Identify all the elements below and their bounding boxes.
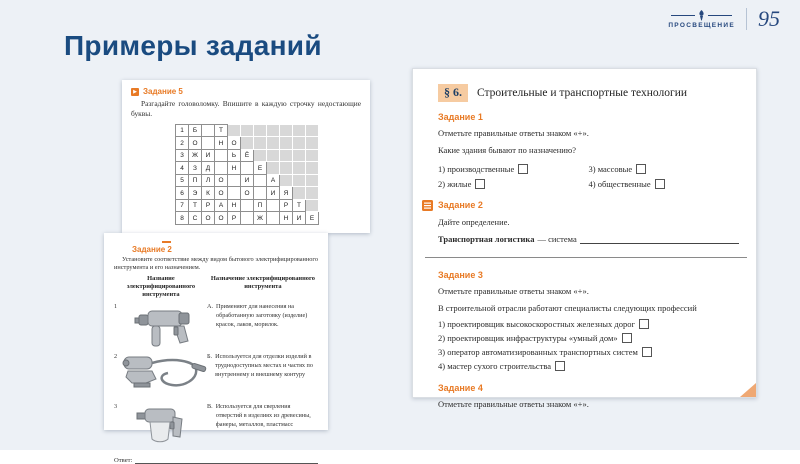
- checkbox[interactable]: [622, 333, 632, 343]
- options-column: [589, 159, 740, 189]
- crossword-letter-cell: Т: [189, 199, 202, 212]
- crossword-letter-cell: А: [267, 174, 280, 187]
- crossword-letter-cell: Ж: [189, 149, 202, 162]
- crossword-row-number: 6: [176, 187, 189, 200]
- logo-line-left: [671, 15, 695, 16]
- crossword-row: [176, 174, 319, 187]
- crossword-filler-cell: [254, 137, 267, 150]
- crossword-filler-cell: [306, 162, 319, 175]
- option-letter: В.: [207, 403, 213, 411]
- crossword-filler-cell: [293, 124, 306, 137]
- option-text: 2) проектировщик инфраструктуры «умный дом»: [438, 332, 618, 343]
- crossword-row-number: 7: [176, 199, 189, 212]
- crossword-letter-cell: Б: [189, 124, 202, 137]
- workbook-page: [412, 68, 757, 409]
- page-title: Примеры заданий: [64, 30, 322, 61]
- task2-header: [422, 200, 739, 211]
- crossword-letter-cell: П: [254, 199, 267, 212]
- crossword-empty-cell: [241, 162, 254, 175]
- crossword-row-number: 2: [176, 137, 189, 150]
- option-item: [589, 164, 740, 174]
- crossword-letter-cell: Р: [202, 199, 215, 212]
- crossword-empty-cell: [228, 174, 241, 187]
- crossword-letter-cell: О: [189, 137, 202, 150]
- task-list-icon: [422, 200, 433, 211]
- option-item: [438, 179, 589, 189]
- checkbox[interactable]: [518, 164, 528, 174]
- crossword-filler-cell: [306, 137, 319, 150]
- crossword-letter-cell: Д: [202, 162, 215, 175]
- option-text: 4) мастер сухого строительства: [438, 360, 552, 371]
- crossword-letter-cell: П: [189, 174, 202, 187]
- crossword-filler-cell: [228, 124, 241, 137]
- crossword-letter-cell: Н: [215, 137, 228, 150]
- crossword-empty-cell: [267, 212, 280, 225]
- crossword-letter-cell: О: [215, 212, 228, 225]
- match-table-header: [114, 275, 318, 299]
- crossword-empty-cell: [254, 174, 267, 187]
- task3-instruction: Отметьте правильные ответы знаком «+».: [438, 285, 589, 296]
- task1-question: Какие здания бывают по назначению?: [438, 145, 576, 156]
- definition-blank-line: [580, 234, 739, 244]
- tool-row: [114, 403, 318, 451]
- crossword-letter-cell: А: [215, 199, 228, 212]
- tool-purpose: [207, 303, 318, 329]
- crossword-filler-cell: [280, 149, 293, 162]
- tool-purpose: [207, 353, 318, 379]
- task-header: [132, 245, 318, 254]
- answer-label: Ответ:: [114, 457, 133, 464]
- crossword-letter-cell: К: [202, 187, 215, 200]
- crossword-filler-cell: [306, 124, 319, 137]
- task1-label: Задание 1: [438, 112, 483, 122]
- option-letter: Б.: [207, 353, 213, 361]
- crossword-row-number: 4: [176, 162, 189, 175]
- torch-icon: [697, 10, 706, 21]
- crossword-row-number: 8: [176, 212, 189, 225]
- workbook-snippet-crossword: [122, 80, 370, 233]
- crossword-letter-cell: И: [267, 187, 280, 200]
- task-label: Задание 5: [143, 87, 183, 96]
- crossword-row: [176, 162, 319, 175]
- option-item: [438, 347, 739, 357]
- publisher-name: ПРОСВЕЩЕНИЕ: [668, 21, 735, 29]
- crossword-letter-cell: И: [202, 149, 215, 162]
- section-number: § 6.: [438, 84, 468, 102]
- crossword-letter-cell: Н: [228, 162, 241, 175]
- workbook-snippet-tools: [104, 233, 328, 464]
- option-letter: А.: [207, 303, 214, 311]
- crossword-row-number: 1: [176, 124, 189, 137]
- crossword-letter-cell: И: [241, 174, 254, 187]
- tool-row: [114, 353, 318, 399]
- checkbox[interactable]: [636, 164, 646, 174]
- crossword-empty-cell: [202, 124, 215, 137]
- crossword-letter-cell: З: [189, 162, 202, 175]
- task3-options: [438, 319, 739, 371]
- section-title: Строительные и транспортные технологии: [477, 87, 688, 99]
- crossword-letter-cell: Е: [306, 212, 319, 225]
- option-text: 4) общественные: [588, 178, 651, 189]
- task2-label: Задание 2: [438, 200, 483, 211]
- option-text: 1) проектировщик высокоскоростных железных дорог: [438, 318, 635, 329]
- column-header-tool-purpose: Назначение электрифицированного инструмента: [210, 275, 315, 291]
- crossword-filler-cell: [306, 149, 319, 162]
- checkbox[interactable]: [639, 319, 649, 329]
- tool-row: [114, 303, 318, 349]
- crossword-filler-cell: [267, 149, 280, 162]
- task4-label: Задание 4: [438, 382, 483, 393]
- crossword-filler-cell: [241, 124, 254, 137]
- crossword-letter-cell: Н: [228, 199, 241, 212]
- crossword-row: [176, 137, 319, 150]
- crossword-filler-cell: [293, 187, 306, 200]
- checkbox[interactable]: [655, 179, 665, 189]
- engraver-icon: [123, 353, 207, 399]
- task-marker-icon: ▶: [131, 88, 139, 96]
- crossword-empty-cell: [215, 162, 228, 175]
- option-text: Применяют для нанесения на обработанную заготовку (изделие) красок, лаков, морилок.: [216, 303, 308, 328]
- crossword-letter-cell: О: [228, 137, 241, 150]
- checkbox[interactable]: [555, 361, 565, 371]
- crossword-empty-cell: [215, 149, 228, 162]
- section-heading: [438, 84, 739, 102]
- crossword-row: [176, 124, 319, 137]
- crossword-letter-cell: И: [293, 212, 306, 225]
- crossword-empty-cell: [267, 199, 280, 212]
- sprayer-icon: [123, 403, 207, 451]
- answer-row: [114, 456, 318, 464]
- crossword-row-number: 5: [176, 174, 189, 187]
- option-item: [438, 333, 739, 343]
- option-text: 1) производственные: [438, 163, 515, 174]
- crossword-letter-cell: О: [215, 187, 228, 200]
- option-text: Используется для отделки изделий в труднодоступных местах и частях по внутреннему и внешнему контуру: [215, 353, 313, 378]
- crossword-letter-cell: Э: [189, 187, 202, 200]
- task3-label: Задание 3: [438, 269, 483, 280]
- crossword-row: [176, 149, 319, 162]
- option-text: 3) оператор автоматизированных транспортных систем: [438, 346, 638, 357]
- option-text: Используется для сверления отверстий в изделиях из древесины, фанеры, металлов, пластмасс: [215, 403, 311, 428]
- crossword-filler-cell: [293, 149, 306, 162]
- crossword-filler-cell: [280, 162, 293, 175]
- crossword-empty-cell: [241, 199, 254, 212]
- crossword-letter-cell: Л: [202, 174, 215, 187]
- row-number: 2: [114, 353, 118, 361]
- crossword-empty-cell: [228, 187, 241, 200]
- crossword-letter-cell: Ж: [254, 212, 267, 225]
- row-number: 3: [114, 403, 118, 411]
- task-label: Задание 2: [132, 245, 172, 254]
- options-column: [438, 159, 589, 189]
- option-item: [438, 164, 589, 174]
- task4-instruction: Отметьте правильные ответы знаком «+».: [438, 398, 589, 409]
- definition-row: [438, 234, 739, 244]
- crossword-letter-cell: Е: [254, 162, 267, 175]
- crossword-letter-cell: С: [189, 212, 202, 225]
- crossword-row: [176, 187, 319, 200]
- crossword-empty-cell: [241, 212, 254, 225]
- crossword-empty-cell: [254, 187, 267, 200]
- answer-blank-line: [135, 456, 318, 464]
- crossword-filler-cell: [306, 199, 319, 212]
- tool-purpose: [207, 403, 318, 429]
- logo-line-right: [708, 15, 732, 16]
- crossword-letter-cell: Ё: [241, 149, 254, 162]
- definition-term: Транспортная логистика: [438, 233, 535, 244]
- crossword-grid: [175, 124, 319, 225]
- anniversary-95-logo: 95: [758, 6, 780, 31]
- crossword-filler-cell: [293, 162, 306, 175]
- crossword-filler-cell: [280, 137, 293, 150]
- logo-divider: [746, 8, 747, 30]
- crossword-letter-cell: Н: [280, 212, 293, 225]
- publisher-logo: [668, 10, 735, 29]
- crossword-letter-cell: О: [202, 212, 215, 225]
- checkbox[interactable]: [642, 347, 652, 357]
- option-item: [438, 319, 739, 329]
- crossword-letter-cell: Т: [293, 199, 306, 212]
- page-corner-fold: [740, 383, 756, 397]
- crossword-row-number: 3: [176, 149, 189, 162]
- crossword-letter-cell: О: [215, 174, 228, 187]
- task-header: [131, 87, 361, 96]
- page-marker-dash: [162, 241, 171, 243]
- crossword-filler-cell: [293, 174, 306, 187]
- crossword-letter-cell: Ь: [228, 149, 241, 162]
- crossword-filler-cell: [280, 174, 293, 187]
- crossword-filler-cell: [254, 124, 267, 137]
- option-text: 3) массовые: [588, 163, 633, 174]
- crossword-filler-cell: [306, 187, 319, 200]
- option-item: [589, 179, 740, 189]
- task-instruction: Разгадайте головоломку. Впишите в каждую строчку недостающие буквы.: [131, 99, 361, 118]
- crossword-letter-cell: О: [241, 187, 254, 200]
- option-text: 2) жилые: [438, 178, 472, 189]
- task3-question: В строительной отрасли работают специалисты следующих профессий: [438, 303, 697, 314]
- task2-instruction: Дайте определение.: [438, 216, 510, 227]
- crossword-filler-cell: [267, 137, 280, 150]
- column-header-tool-name: Название электрифицированного инструмента: [126, 275, 196, 299]
- crossword-row: [176, 212, 319, 225]
- crossword-letter-cell: Т: [215, 124, 228, 137]
- option-item: [438, 361, 739, 371]
- crossword-filler-cell: [254, 149, 267, 162]
- crossword-letter-cell: Р: [280, 199, 293, 212]
- torch-row: [671, 10, 732, 21]
- crossword-empty-cell: [202, 137, 215, 150]
- crossword-filler-cell: [280, 124, 293, 137]
- crossword-filler-cell: [306, 174, 319, 187]
- task1-instruction: Отметьте правильные ответы знаком «+».: [438, 128, 589, 138]
- crossword-row: [176, 199, 319, 212]
- drill-icon: [123, 303, 207, 349]
- crossword-letter-cell: Я: [280, 187, 293, 200]
- row-number: 1: [114, 303, 118, 311]
- section-divider: [425, 257, 747, 258]
- task-instruction: Установите соответствие между видом бытового электрифицированного инструмента и его назначением.: [114, 256, 318, 272]
- task1-options: [438, 159, 739, 189]
- crossword-letter-cell: Р: [228, 212, 241, 225]
- crossword-filler-cell: [267, 124, 280, 137]
- checkbox[interactable]: [475, 179, 485, 189]
- crossword-filler-cell: [293, 137, 306, 150]
- definition-lead: — система: [537, 233, 577, 244]
- publisher-logo-block: [668, 8, 784, 30]
- crossword-filler-cell: [241, 137, 254, 150]
- crossword-filler-cell: [267, 162, 280, 175]
